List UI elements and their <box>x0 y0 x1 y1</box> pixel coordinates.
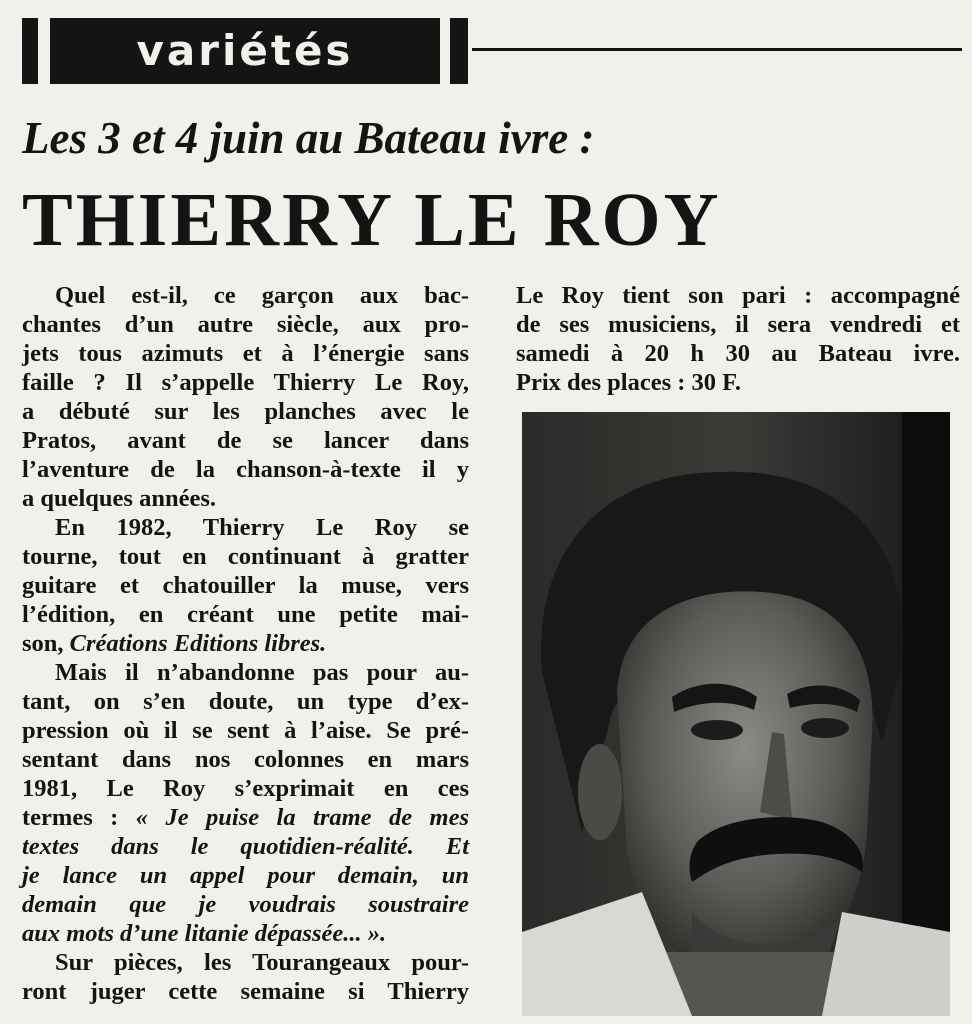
quote-line: textes dans le quotidien-réalité. Et <box>22 833 469 860</box>
paragraph-3 <box>22 658 469 948</box>
article-column-left <box>22 281 469 1006</box>
text-line: sentant dans nos colonnes en mars <box>22 746 469 773</box>
section-rubric: variétés <box>136 26 354 75</box>
text-line: Prix des places : 30 F. <box>516 369 742 396</box>
text-line: guitare et chatouiller la muse, vers <box>22 572 469 599</box>
text-span: son, <box>22 630 70 657</box>
quote-line: demain que je voudrais soustraire <box>22 891 469 918</box>
article-column-right <box>516 281 960 397</box>
text-line: 1981, Le Roy s’exprimait en ces <box>22 775 469 802</box>
text-line: l’aventure de la chanson-à-texte il y <box>22 456 469 483</box>
rubric-bar-left <box>22 18 38 84</box>
kicker: Les 3 et 4 juin au Bateau ivre : <box>22 113 595 163</box>
rubric-bar-right <box>450 18 468 84</box>
text-line: pression où il se sent à l’aise. Se pré- <box>22 717 469 744</box>
text-line: Sur pièces, les Tourangeaux pour- <box>55 949 469 976</box>
paragraph-2 <box>22 513 469 658</box>
paragraph-1 <box>22 281 469 513</box>
text-line: jets tous azimuts et à l’énergie sans <box>22 340 469 367</box>
portrait-photo <box>522 412 950 1016</box>
text-line: tant, on s’en doute, un type d’ex- <box>22 688 469 715</box>
text-line: ront juger cette semaine si Thierry <box>22 978 469 1005</box>
text-line: samedi à 20 h 30 au Bateau ivre. <box>516 340 960 367</box>
text-line <box>22 803 469 832</box>
text-line: faille ? Il s’appelle Thierry Le Roy, <box>22 369 469 396</box>
text-line: tourne, tout en continuant à gratter <box>22 543 469 570</box>
text-line: a quelques années. <box>22 485 217 512</box>
text-span: termes : <box>22 804 136 831</box>
text-line: chantes d’un autre siècle, aux pro- <box>22 311 469 338</box>
text-line: Quel est-il, ce garçon aux bac- <box>55 282 469 309</box>
text-line: de ses musiciens, il sera vendredi et <box>516 311 960 338</box>
paragraph-4 <box>22 948 469 1006</box>
text-line: Le Roy tient son pari : accompagné <box>516 282 960 309</box>
headline: THIERRY LE ROY <box>22 178 722 262</box>
quote-line: aux mots d’une litanie dépassée... ». <box>22 920 387 947</box>
text-line: a débuté sur les planches avec le <box>22 398 469 425</box>
publisher-name: Créations Editions libres. <box>69 630 327 657</box>
portrait-image <box>522 412 950 1016</box>
text-line: Pratos, avant de se lancer dans <box>22 427 469 454</box>
text-line: En 1982, Thierry Le Roy se <box>55 514 469 541</box>
rubric-rule <box>472 48 962 51</box>
text-line: Mais il n’abandonne pas pour au- <box>55 659 469 686</box>
quote-line: je lance un appel pour demain, un <box>22 862 469 889</box>
text-line: l’édition, en créant une petite mai- <box>22 601 469 628</box>
text-line <box>22 629 469 658</box>
quote-line: « Je puise la trame de mes <box>135 804 470 831</box>
